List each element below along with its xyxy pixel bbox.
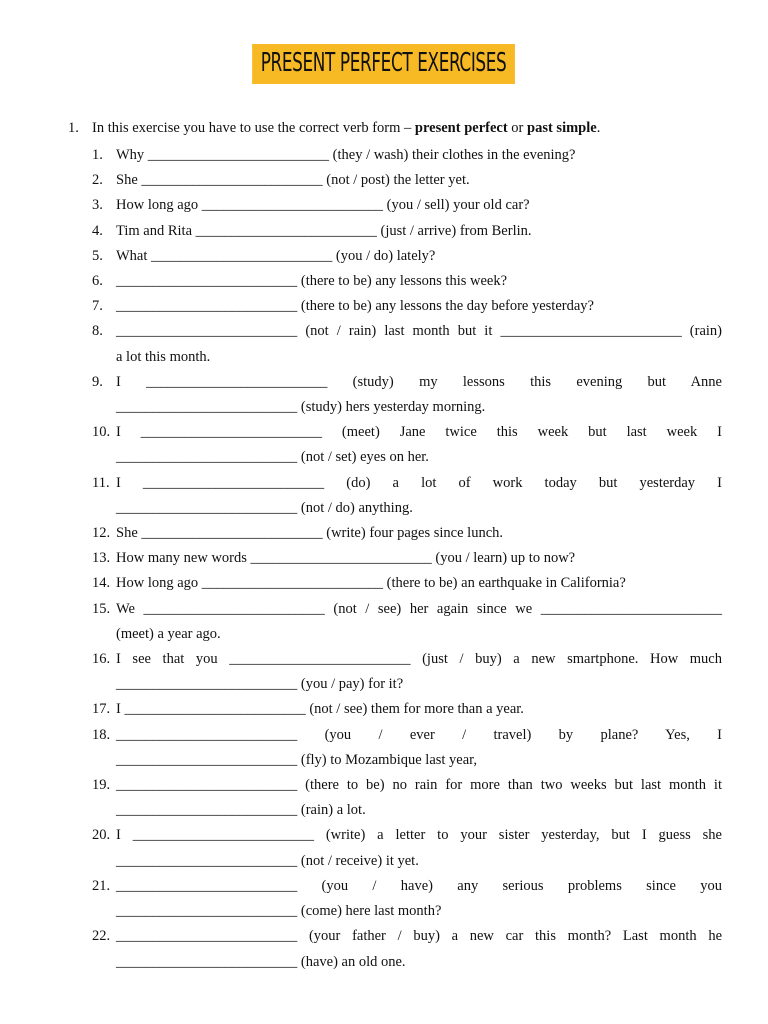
item-text-line-continued: a lot this month. <box>116 348 211 365</box>
item-text-line: How long ago _________________________ (you / sell) your old car? <box>116 197 530 214</box>
exercise-item <box>92 823 722 873</box>
item-text-line: _________________________ (your father / buy) a new car this month? Last month he <box>116 928 722 945</box>
item-number: 22. <box>92 928 111 945</box>
item-number: 9. <box>92 373 103 390</box>
item-text-line: Tim and Rita _________________________ (just / arrive) from Berlin. <box>116 222 532 239</box>
exercise-item <box>92 521 722 546</box>
title-banner <box>0 44 768 84</box>
exercise-item <box>92 874 722 924</box>
intro-text-or: or <box>507 120 528 136</box>
item-number: 19. <box>92 777 111 794</box>
exercise-item <box>92 546 722 571</box>
item-number: 16. <box>92 651 111 668</box>
item-text-line-continued: _________________________ (not / do) anything. <box>116 499 413 516</box>
item-number: 14. <box>92 575 111 592</box>
item-text-line: We _________________________ (not / see) her again since we _________________________ <box>116 600 722 617</box>
exercise-item <box>92 571 722 596</box>
worksheet-title <box>253 44 516 84</box>
exercise-item <box>92 647 722 697</box>
intro-bold-present-perfect: present perfect <box>414 120 508 136</box>
item-number: 21. <box>92 877 111 894</box>
exercise-item <box>92 143 722 168</box>
item-text-line: What _________________________ (you / do) lately? <box>116 247 436 264</box>
exercise-item <box>92 924 722 974</box>
item-text-line: _________________________ (you / ever / travel) by plane? Yes, I <box>116 726 722 743</box>
item-text-line: I _________________________ (study) my lessons this evening but Anne <box>116 373 722 390</box>
exercise-item <box>92 319 722 369</box>
exercise-item <box>92 420 722 470</box>
item-text-line: I _________________________ (do) a lot of work today but yesterday I <box>116 474 722 491</box>
item-number: 10. <box>92 424 111 441</box>
item-text-line: _________________________ (there to be) any lessons the day before yesterday? <box>116 298 594 315</box>
item-text-line-continued: _________________________ (study) hers yesterday morning. <box>116 399 486 416</box>
exercise-item <box>92 597 722 647</box>
item-text-line: _________________________ (there to be) no rain for more than two weeks but last month it <box>116 777 722 794</box>
item-text-line: _________________________ (not / rain) last month but it _________________________ (rain) <box>116 323 722 340</box>
item-text-line: Why _________________________ (they / wash) their clothes in the evening? <box>116 147 576 163</box>
item-text-line: _________________________ (there to be) any lessons this week? <box>116 273 508 290</box>
item-number: 8. <box>92 323 103 340</box>
exercise-item <box>92 697 722 722</box>
item-number: 18. <box>92 726 111 743</box>
item-text-line-continued: _________________________ (not / receive) it yet. <box>116 852 419 869</box>
intro-text-end: . <box>596 120 601 136</box>
item-number: 12. <box>92 525 111 542</box>
item-number: 6. <box>92 273 103 290</box>
item-text-line: _________________________ (you / have) any serious problems since you <box>116 877 722 894</box>
item-text-line: I _________________________ (write) a letter to your sister yesterday, but I guess she <box>116 827 722 844</box>
item-text-line: I _________________________ (meet) Jane twice this week but last week I <box>116 424 722 441</box>
intro-text: In this exercise you have to use the correct verb form – <box>92 120 415 136</box>
intro-bold-past-simple: past simple <box>527 120 597 136</box>
item-text-line: How many new words _________________________ (you / learn) up to now? <box>116 550 576 567</box>
item-text-line-continued: _________________________ (have) an old one. <box>116 953 406 970</box>
item-number: 13. <box>92 550 111 567</box>
item-text-line: She _________________________ (write) four pages since lunch. <box>116 525 504 542</box>
exercise-item <box>92 294 722 319</box>
exercise-item <box>92 269 722 294</box>
exercise-item <box>92 723 722 773</box>
exercise-intro <box>68 118 728 138</box>
exercise-item <box>92 244 722 269</box>
item-number: 7. <box>92 298 103 315</box>
exercise-list <box>92 143 722 975</box>
item-text-line-continued: _________________________ (you / pay) for it? <box>116 676 404 693</box>
exercise-item <box>92 370 722 420</box>
item-text-line: I _________________________ (not / see) them for more than a year. <box>116 701 524 718</box>
item-number: 15. <box>92 600 111 617</box>
item-text-line-continued: _________________________ (come) here last month? <box>116 903 442 920</box>
worksheet-title-text: PRESENT PERFECT EXERCISES <box>261 48 507 78</box>
item-number: 17. <box>92 701 111 718</box>
exercise-item <box>92 471 722 521</box>
item-number: 2. <box>92 172 103 189</box>
item-number: 11. <box>92 474 110 491</box>
exercise-item <box>92 219 722 244</box>
item-number: 5. <box>92 247 103 264</box>
item-text-line: How long ago _________________________ (there to be) an earthquake in California? <box>116 575 626 592</box>
item-text-line: I see that you _________________________ (just / buy) a new smartphone. How much <box>116 651 722 668</box>
item-text-line-continued: _________________________ (rain) a lot. <box>116 802 366 819</box>
exercise-number: 1. <box>68 120 79 136</box>
item-number: 1. <box>92 147 103 163</box>
item-text-line: She _________________________ (not / post) the letter yet. <box>116 172 470 189</box>
item-number: 20. <box>92 827 111 844</box>
exercise-item <box>92 193 722 218</box>
item-number: 3. <box>92 197 103 214</box>
item-text-line-continued: (meet) a year ago. <box>116 625 221 642</box>
item-text-line-continued: _________________________ (not / set) eyes on her. <box>116 449 429 466</box>
item-text-line-continued: _________________________ (fly) to Mozambique last year, <box>116 751 478 768</box>
exercise-item <box>92 773 722 823</box>
item-number: 4. <box>92 222 103 239</box>
exercise-item <box>92 168 722 193</box>
